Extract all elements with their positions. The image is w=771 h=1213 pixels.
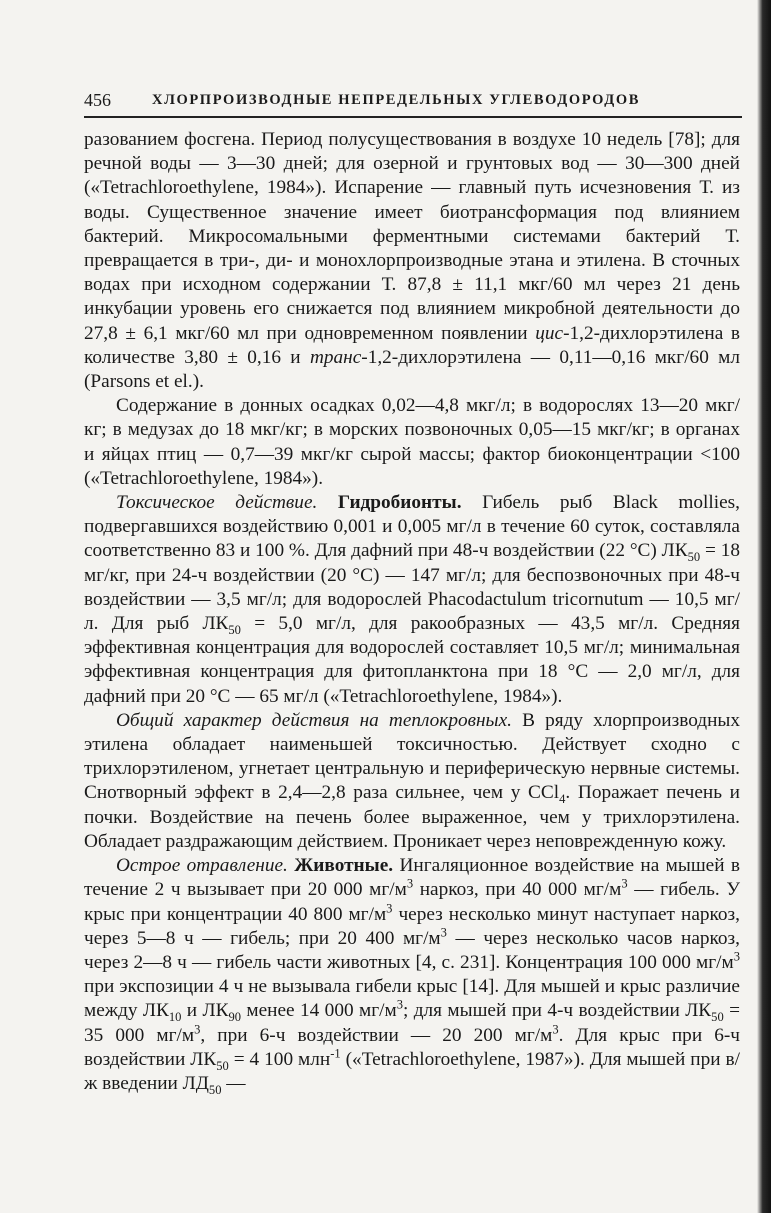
- subsection-heading: Животные.: [294, 855, 394, 877]
- paragraph-3: Токсическое действие. Гидробионты. Гибель рыб Black mollies, подвергавшихся воздействию 0,001 и 0,005 мг/л в течение 60 суток, составляла соответственно 83 и 100 %. Для дафний при 48-ч воздействии (22 °С) $ЛК_{50} = 18$ мг/кг, при 24-ч воздействии (20 °С) — 147 мг/л; для беспозвоночных при 48-ч воздействии — 3,5 мг/л; для водорослей Phacodactulum tricornutum — 10,5 мг/л. Для рыб $ЛК_{50} = 5,0$ мг/л, для ракообразных — 43,5 мг/л. Средняя эффективная концентрация для водорослей составляет 10,5 мг/л; минимальная эффективная концентрация для фитопланктона при 18 °С — 2,0 мг/л, для дафний при 20 °С — 65 мг/л («Tetrachloroethylene, 1984»).: [84, 492, 741, 707]
- paragraph-5: Острое отравление. Животные. Ингаляционное воздействие на мышей в течение 2 ч вызывает при 20 000 $мг/м^3$ наркоз, при 40 000 $мг/м^3$ — гибель. У крыс при концентрации 40 800 $мг/м^3$ через несколько минут наступает наркоз, через 5—8 ч — гибель; при 20 400 $мг/м^3$ — через несколько часов наркоз, через 2—8 ч — гибель части животных [4, с. 231]. Концентрация 100 000 $мг/м^3$ при экспозиции 4 ч не вызывала гибели крыс [14]. Для мышей и крыс различие между $ЛК_{10}$ и $ЛК_{90}$ менее 14 000 $мг/м^3$; для мышей при 4-ч воздействии $ЛК_{50} = 35$ 000 $мг/м^3$, при 6-ч воздействии — 20 200 $мг/м^3$. Для крыс при 6-ч воздействии $ЛК_{50} = 4$ 100 млн$^{-1}$ («Tetrachloroethylene, 1987»). Для мышей при в/ж введении $ЛД_{50}$ —: [84, 855, 741, 1097]
- page-number: 456: [84, 90, 111, 110]
- subsection-heading: Гидробионты.: [337, 492, 462, 514]
- section-heading: Общий характер действия на теплокровных.: [116, 709, 512, 731]
- paragraph-1: разованием фосгена. Период полусуществования в воздухе 10 недель [78]; для речной воды — 3—30 дней; для озерной и грунтовых вод — 30—300 дней («Tetrachloroethylene, 1984»). Испарение — главный путь исчезновения Т. из воды. Существенное значение имеет биотрансформация под влиянием бактерий. Микросомальными ферментными системами бактерий Т. превращается в три-, ди- и монохлорпроизводные этана и этилена. В сточных водах при исходном содержании Т. 87,8 ± 11,1 мкг/60 мл через 21 день инкубации уровень его снижается под влиянием микробной деятельности до 27,8 ± 6,1 мкг/60 мл при одновременном появлении цис-1,2-дихлорэтилена в количестве 3,80 ± 0,16 и транс-1,2-дихлорэтилена — 0,11—0,16 мкг/60 мл (Parsons et el.).: [84, 129, 740, 393]
- section-heading: Токсическое действие.: [116, 492, 318, 514]
- header-rule: [84, 116, 742, 118]
- page-edge-shadow: [757, 0, 771, 1213]
- running-title: ХЛОРПРОИЗВОДНЫЕ НЕПРЕДЕЛЬНЫХ УГЛЕВОДОРОДОВ: [152, 92, 640, 108]
- page-header: [84, 90, 742, 112]
- body-text: [84, 128, 740, 1096]
- section-heading: Острое отравление.: [116, 855, 288, 877]
- paragraph-2: Содержание в донных осадках 0,02—4,8 мкг/л; в водорослях 13—20 мкг/кг; в медузах до 18 мкг/кг; в морских позвоночных 0,05—15 мкг/кг; в органах и яйцах птиц — 0,7—39 мкг/кг сырой массы; фактор биоконцентрации <100 («Tetrachloroethylene, 1984»).: [84, 395, 740, 489]
- paragraph-4: Общий характер действия на теплокровных. В ряду хлорпроизводных этилена обладает наименьшей токсичностью. Действует сходно с трихлорэтиленом, угнетает центральную и периферическую нервные системы. Снотворный эффект в 2,4—2,8 раза сильнее, чем у CCl$_4$. Поражает печень и почки. Воздействие на печень более выраженное, чем у трихлорэтилена. Обладает раздражающим действием. Проникает через неповрежденную кожу.: [84, 709, 740, 852]
